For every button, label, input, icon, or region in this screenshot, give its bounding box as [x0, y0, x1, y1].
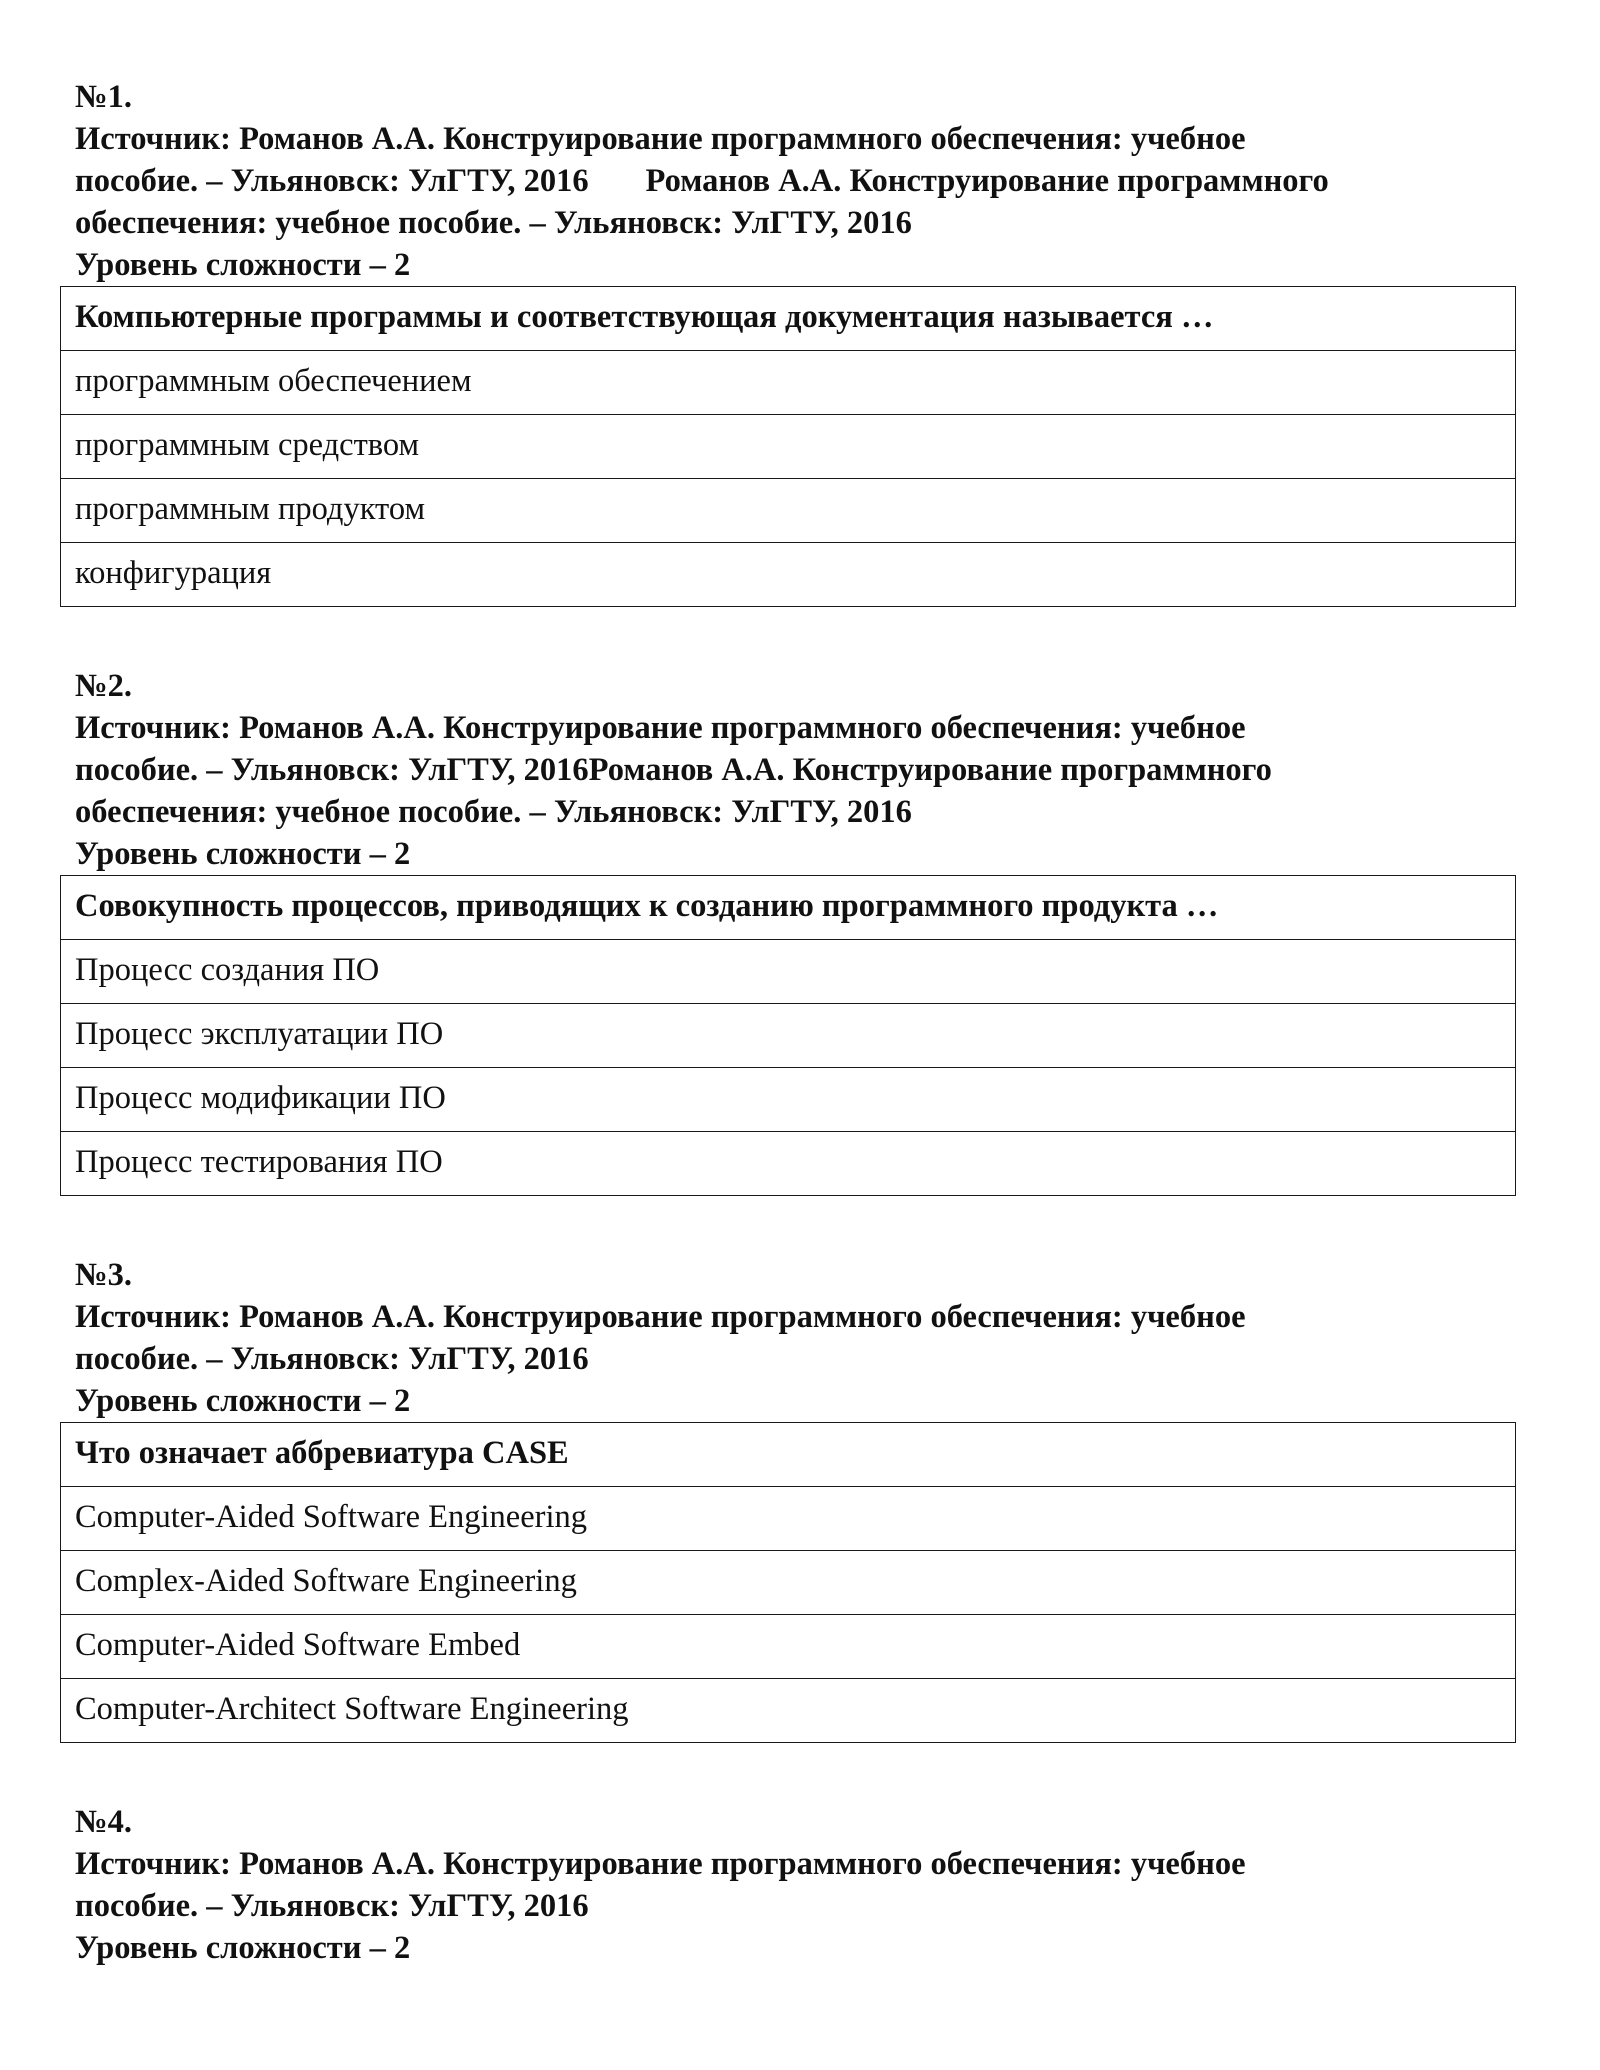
difficulty-level: Уровень сложности – 2: [75, 836, 411, 872]
answer-option: Complex-Aided Software Engineering: [61, 1551, 1516, 1615]
answer-option: Computer-Architect Software Engineering: [61, 1679, 1516, 1743]
source-line: пособие. – Ульяновск: УлГТУ, 2016: [75, 1888, 589, 1924]
question-block-4: [60, 1801, 1516, 1969]
table-row: [61, 1068, 1516, 1132]
answer-option: Процесс тестирования ПО: [61, 1132, 1516, 1196]
table-row: [61, 940, 1516, 1004]
source-line: пособие. – Ульяновск: УлГТУ, 2016Романов А.А. Конструирование программного: [75, 752, 1272, 788]
question-number: №2.: [75, 668, 133, 704]
answer-option: Процесс эксплуатации ПО: [61, 1004, 1516, 1068]
question-table: [60, 1422, 1516, 1743]
answer-option: Computer-Aided Software Embed: [61, 1615, 1516, 1679]
difficulty-level: Уровень сложности – 2: [75, 1383, 411, 1419]
source-line: обеспечения: учебное пособие. – Ульяновск: УлГТУ, 2016: [75, 205, 912, 241]
table-row: [61, 1423, 1516, 1487]
source-line: Источник: Романов А.А. Конструирование программного обеспечения: учебное: [75, 1299, 1246, 1335]
table-row: [61, 1615, 1516, 1679]
question-text: Что означает аббревиатура CASE: [61, 1423, 1516, 1487]
source-line: пособие. – Ульяновск: УлГТУ, 2016 Романов А.А. Конструирование программного: [75, 163, 1329, 199]
table-row: [61, 1679, 1516, 1743]
source-line: Источник: Романов А.А. Конструирование программного обеспечения: учебное: [75, 121, 1246, 157]
source-line: обеспечения: учебное пособие. – Ульяновск: УлГТУ, 2016: [75, 794, 912, 830]
answer-option: программным средством: [61, 415, 1516, 479]
answer-option: Computer-Aided Software Engineering: [61, 1487, 1516, 1551]
question-block-3: [60, 1254, 1516, 1743]
table-row: [61, 1132, 1516, 1196]
table-row: [61, 543, 1516, 607]
question-block-1: [60, 76, 1516, 607]
answer-option: программным обеспечением: [61, 351, 1516, 415]
question-number: №1.: [75, 79, 133, 115]
table-row: [61, 287, 1516, 351]
table-row: [61, 1551, 1516, 1615]
table-row: [61, 415, 1516, 479]
question-table: [60, 286, 1516, 607]
question-table: [60, 875, 1516, 1196]
table-row: [61, 351, 1516, 415]
table-row: [61, 876, 1516, 940]
source-line: Источник: Романов А.А. Конструирование программного обеспечения: учебное: [75, 710, 1246, 746]
answer-option: конфигурация: [61, 543, 1516, 607]
source-line: пособие. – Ульяновск: УлГТУ, 2016: [75, 1341, 589, 1377]
question-text: Совокупность процессов, приводящих к созданию программного продукта …: [61, 876, 1516, 940]
table-row: [61, 479, 1516, 543]
question-number: №4.: [75, 1804, 133, 1840]
source-line: Источник: Романов А.А. Конструирование программного обеспечения: учебное: [75, 1846, 1246, 1882]
difficulty-level: Уровень сложности – 2: [75, 247, 411, 283]
question-block-2: [60, 665, 1516, 1196]
answer-option: программным продуктом: [61, 479, 1516, 543]
question-number: №3.: [75, 1257, 133, 1293]
answer-option: Процесс создания ПО: [61, 940, 1516, 1004]
table-row: [61, 1487, 1516, 1551]
table-row: [61, 1004, 1516, 1068]
question-text: Компьютерные программы и соответствующая документация называется …: [61, 287, 1516, 351]
difficulty-level: Уровень сложности – 2: [75, 1930, 411, 1966]
answer-option: Процесс модификации ПО: [61, 1068, 1516, 1132]
